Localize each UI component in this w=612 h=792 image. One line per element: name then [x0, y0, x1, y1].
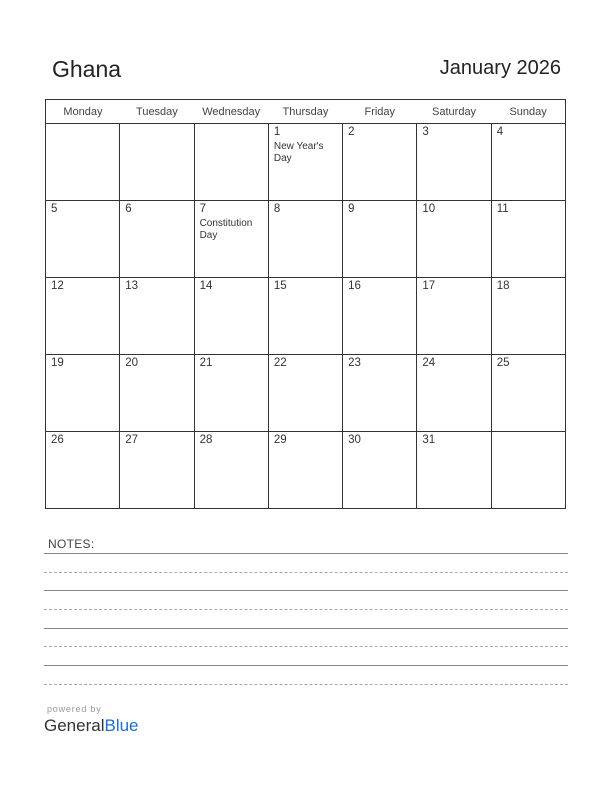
day-cell-empty [120, 124, 194, 201]
notes-line [44, 665, 568, 666]
day-cell [417, 124, 491, 201]
day-cell [120, 201, 194, 278]
week-row [46, 201, 566, 278]
weekday-header-row [46, 100, 566, 124]
day-cell-empty [194, 124, 268, 201]
day-number: 23 [348, 357, 361, 369]
day-number: 8 [273, 203, 281, 215]
day-number: 14 [199, 280, 213, 292]
day-number: 10 [422, 203, 436, 215]
day-number: 28 [199, 434, 213, 446]
day-cell [268, 278, 342, 355]
day-cell [46, 432, 120, 509]
brand-name [44, 716, 139, 736]
weekday-header: Wednesday [194, 100, 268, 124]
day-number: 25 [496, 357, 510, 369]
notes-line [44, 646, 568, 647]
day-cell [46, 355, 120, 432]
day-cell [120, 355, 194, 432]
day-cell [268, 432, 342, 509]
day-cell [268, 124, 342, 201]
weekday-header: Friday [343, 100, 417, 124]
day-cell [491, 124, 565, 201]
day-number: 20 [125, 357, 139, 369]
notes-label: NOTES: [48, 537, 95, 551]
brand-blue-text: Blue [104, 716, 139, 735]
holiday-label: Constitution Day [199, 218, 253, 241]
day-number: 19 [51, 357, 64, 369]
day-cell [343, 201, 417, 278]
day-cell [268, 355, 342, 432]
week-row [46, 432, 566, 509]
notes-line [44, 609, 568, 610]
day-number: 27 [125, 434, 139, 446]
day-number: 30 [348, 434, 361, 446]
weekday-header: Thursday [268, 100, 342, 124]
day-cell [194, 432, 268, 509]
day-cell [491, 355, 565, 432]
day-number: 2 [348, 126, 355, 138]
day-cell [268, 201, 342, 278]
brand-general-text: General [44, 716, 105, 735]
generalblue-logo [44, 704, 139, 736]
day-cell [194, 201, 268, 278]
day-cell [417, 278, 491, 355]
weekday-header: Tuesday [120, 100, 194, 124]
holiday-label: New Year's Day [273, 141, 324, 164]
day-number: 6 [125, 203, 132, 215]
day-cell [120, 432, 194, 509]
day-cell [491, 278, 565, 355]
day-number: 5 [51, 203, 58, 215]
day-cell [46, 278, 120, 355]
day-number: 13 [125, 280, 139, 292]
notes-line [44, 590, 568, 591]
day-number: 9 [348, 203, 355, 215]
notes-line [44, 684, 568, 685]
day-number: 17 [422, 280, 436, 292]
day-cell [417, 355, 491, 432]
day-number: 4 [496, 126, 504, 138]
day-number: 1 [273, 126, 281, 138]
day-cell [194, 355, 268, 432]
weekday-header: Sunday [491, 100, 565, 124]
country-title: Ghana [52, 56, 122, 82]
day-number: 21 [199, 357, 213, 369]
day-number: 24 [422, 357, 436, 369]
day-number: 12 [51, 280, 64, 292]
notes-line [44, 553, 568, 554]
day-cell [46, 201, 120, 278]
day-number: 7 [199, 203, 206, 215]
day-cell-empty [491, 432, 565, 509]
day-number: 31 [422, 434, 436, 446]
day-number: 3 [422, 126, 429, 138]
notes-line [44, 572, 568, 573]
month-title: January 2026 [439, 57, 561, 79]
calendar-grid [45, 99, 566, 509]
day-cell [417, 432, 491, 509]
weekday-header: Monday [46, 100, 120, 124]
powered-by-text: powered by [47, 704, 102, 714]
day-number: 16 [348, 280, 361, 292]
week-row [46, 124, 566, 201]
week-row [46, 355, 566, 432]
day-cell [417, 201, 491, 278]
weekday-header: Saturday [417, 100, 491, 124]
week-row [46, 278, 566, 355]
day-cell [343, 355, 417, 432]
day-number: 15 [273, 280, 287, 292]
day-number: 11 [496, 203, 509, 215]
day-cell [491, 201, 565, 278]
day-cell [120, 278, 194, 355]
day-number: 26 [51, 434, 64, 446]
notes-line [44, 628, 568, 629]
day-cell [343, 124, 417, 201]
day-cell-empty [46, 124, 120, 201]
day-cell [343, 432, 417, 509]
day-number: 29 [273, 434, 287, 446]
day-cell [194, 278, 268, 355]
day-cell [343, 278, 417, 355]
day-number: 22 [273, 357, 287, 369]
day-number: 18 [496, 280, 510, 292]
